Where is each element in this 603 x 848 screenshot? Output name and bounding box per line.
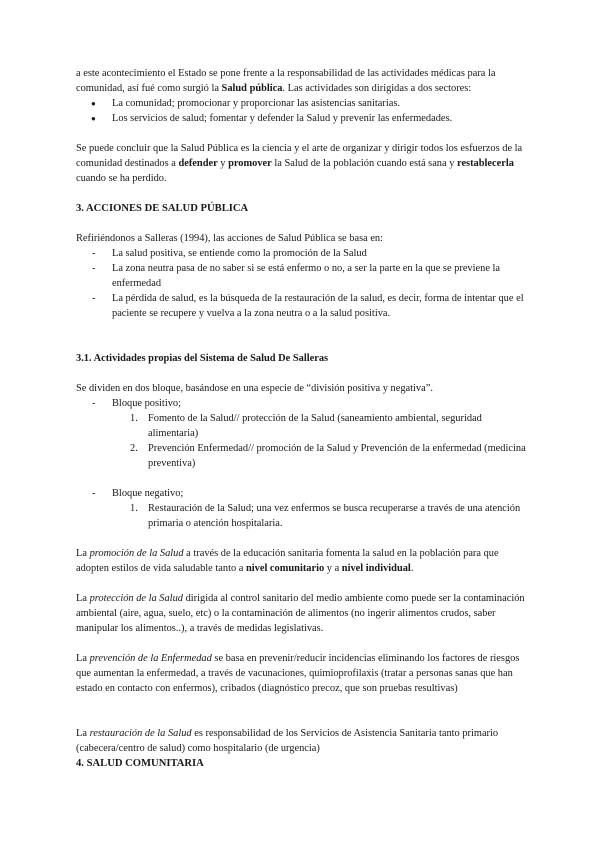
item-number: 1. (130, 503, 138, 514)
bold-term: Salud pública (221, 83, 283, 94)
positive-numbered-list (76, 411, 530, 471)
text-run: La (76, 728, 90, 739)
text-run: Se puede concluir que la Salud Pública es la ciencia y el arte de organizar y dirigir todos los esfuerzos de la comunidad destinados a (76, 143, 523, 169)
text-run: y a (324, 563, 342, 574)
numbered-item (76, 501, 530, 531)
text-run: . Las actividades son dirigidas a dos sectores: (282, 83, 472, 94)
text-run: es responsabilidad de los Servicios de Asistencia Sanitaria tanto primario (cabecera/centro de salud) como hospitalario (de urgencia) (76, 728, 499, 754)
item-number: 1. (130, 413, 138, 424)
text-run: dirigida al control sanitario del medio ambiente como puede ser la contaminación ambiental (aire, agua, suelo, etc) o la contaminación de alimentos (no ingerir alimentos crudos, saber manipular los alimentos..), a través de medidas legislativas. (76, 593, 525, 634)
section-3-dash-list (76, 246, 530, 321)
italic-term: protección de la Salud (89, 593, 183, 604)
dash-item: - Bloque positivo; (76, 396, 530, 411)
text-run: . (410, 563, 414, 574)
section-4-heading: 4. SALUD COMUNITARIA (76, 758, 204, 769)
bold-term: nivel comunitario (245, 563, 325, 574)
bullet-item: ● Los servicios de salud; fomentar y defender la Salud y prevenir las enfermedades. (76, 111, 530, 126)
dash-item: - La salud positiva, se entiende como la promoción de la Salud (76, 246, 530, 261)
protection-paragraph (76, 591, 530, 636)
intro-paragraph (76, 66, 530, 96)
conclusion-paragraph (76, 141, 530, 186)
text-run: la Salud de la población cuando está sana y (271, 158, 458, 169)
item-number: 2. (130, 443, 138, 454)
promotion-paragraph (76, 546, 530, 576)
document-page (76, 66, 530, 771)
section-3-lead: Refiriéndonos a Salleras (1994), las acciones de Salud Pública se basa en: (76, 233, 384, 244)
positive-block-list (76, 396, 530, 411)
text-run: cuando se ha perdido. (76, 173, 167, 184)
text-run: La (76, 548, 90, 559)
section-3-heading: 3. ACCIONES DE SALUD PÚBLICA (76, 203, 249, 214)
item-text: Fomento de la Salud// protección de la Salud (saneamiento ambiental, seguridad alimentaria) (148, 413, 482, 439)
italic-term: restauración de la Salud (89, 728, 192, 739)
text-run: La (76, 593, 90, 604)
italic-term: prevención de la Enfermedad (89, 653, 212, 664)
section-3-1-lead: Se dividen en dos bloque, basándose en una especie de “división positiva y negativa”. (76, 383, 433, 394)
bold-term: nivel individual (341, 563, 411, 574)
restoration-paragraph (76, 726, 530, 756)
negative-block-list (76, 486, 530, 501)
bold-term: promover (228, 158, 272, 169)
bold-term: defender (178, 158, 218, 169)
negative-numbered-list (76, 501, 530, 531)
bullet-item: ● La comunidad; promocionar y proporcionar las asistencias sanitarias. (76, 96, 530, 111)
dash-item: - Bloque negativo; (76, 486, 530, 501)
item-text: Restauración de la Salud; una vez enfermos se busca recuperarse a través de una atención primaria o atención hospitalaria. (148, 503, 521, 529)
text-run: a este acontecimiento el Estado se pone frente a la responsabilidad de las actividades médicas para la comunidad, así fué como surgió la (76, 68, 496, 94)
item-text: Prevención Enfermedad// promoción de la Salud y Prevención de la enfermedad (medicina preventiva) (148, 443, 526, 469)
sector-bullet-list (76, 96, 530, 126)
dash-item: - La zona neutra pasa de no saber si se está enfermo o no, a ser la parte en la que se previene la enfermedad (76, 261, 530, 291)
text-run: y (217, 158, 229, 169)
italic-term: promoción de la Salud (89, 548, 184, 559)
numbered-item (76, 441, 530, 471)
dash-item: - La pérdida de salud, es la búsqueda de la restauración de la salud, es decir, forma de intentar que el paciente se recupere y vuelva a la zona neutra o a la salud positiva. (76, 291, 530, 321)
numbered-item (76, 411, 530, 441)
text-run: La (76, 653, 90, 664)
section-3-1-heading: 3.1. Actividades propias del Sistema de Salud De Salleras (76, 353, 329, 364)
prevention-paragraph (76, 651, 530, 696)
bold-term: restablecerla (457, 158, 514, 169)
text-run: a través de la educación sanitaria fomenta la salud en la población para que adopten estilos de vida saludable tanto a (76, 548, 499, 574)
text-run: se basa en prevenir/reducir incidencias eliminando los factores de riesgos que aumentan la enfermedad, a través de vacunaciones, quimioprofilaxis (tratar a personas sanas que han estado en contacto con enfermos), cribados (diagnóstico precoz, que son pruebas resultivas) (76, 653, 520, 694)
